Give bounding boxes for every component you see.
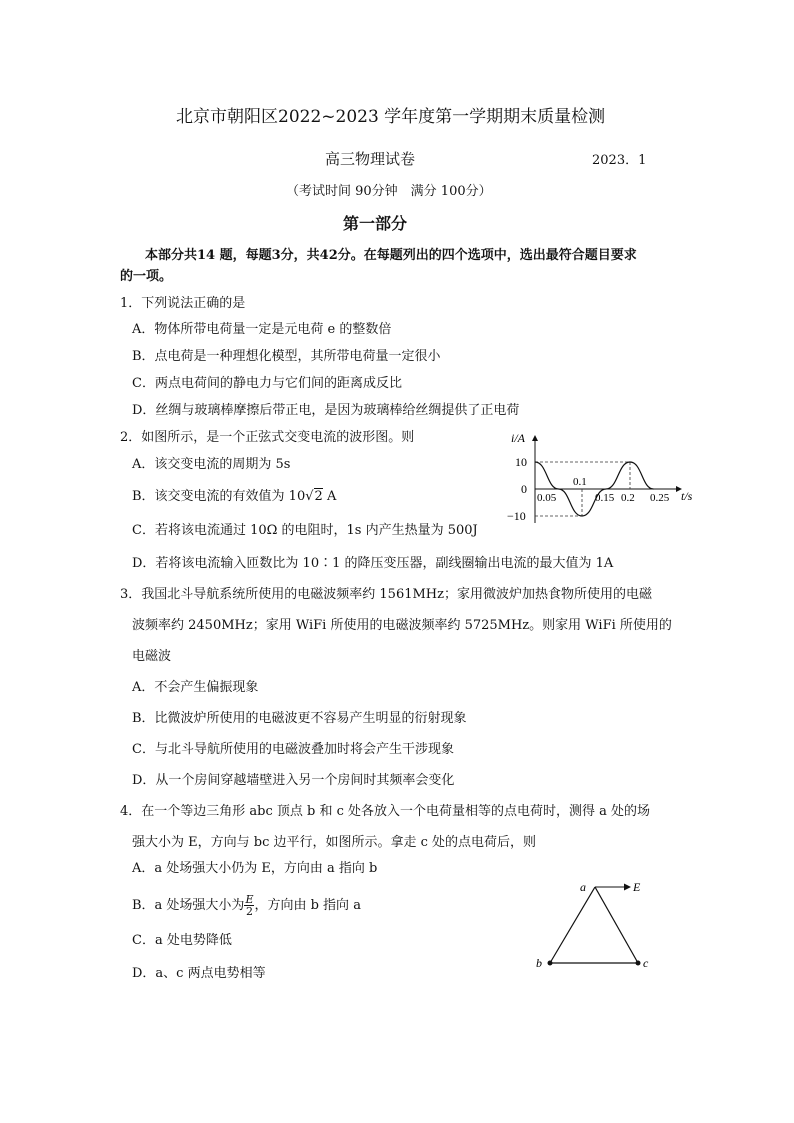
q2-option-b-text: B．该交变电流的有效值为 10 [132,489,306,504]
exam-title: 北京市朝阳区2022~2023 学年度第一学期期末质量检测 [176,107,606,127]
y-axis-label: i/A [511,431,525,445]
sqrt-symbol: √ [305,489,314,504]
vertex-a-label: a [580,880,586,894]
q3-line-3: 电磁波 [132,649,172,664]
q2-option-b-sqrt: 2 [314,489,323,504]
q2-sine-graph [505,428,700,528]
q3-option-a: A．不会产生偏振现象 [132,680,259,695]
x-tick-label: 0.15 [595,492,615,504]
q3-option-d: D．从一个房间穿越墙壁进入另一个房间时其频率会变化 [132,773,455,788]
q3-line-2: 波频率约 2450MHz；家用 WiFi 所使用的电磁波频率约 5725MHz。则家用 WiFi 所使用的 [132,618,672,633]
q4-triangle-figure [530,875,660,975]
q2-option-c: C．若将该电流通过 10Ω 的电阻时，1s 内产生热量为 500J [132,523,478,538]
triangle-side-ac [595,887,638,963]
x-axis-label: t/s [681,489,693,503]
y-label-top: 10 [515,455,527,469]
q3-option-b: B．比微波炉所使用的电磁波更不容易产生明显的衍射现象 [132,711,467,726]
fraction-denominator: 2 [245,905,253,918]
x-tick-label: 0.2 [621,492,635,504]
q2-option-b [132,488,336,506]
y-label-zero: 0 [521,482,527,496]
q1-stem: 1．下列说法正确的是 [120,296,246,311]
x-tick-label: 0.25 [650,492,670,504]
q4-option-d: D．a、c 两点电势相等 [132,966,266,981]
q4-line-2: 强大小为 E，方向与 bc 边平行，如图所示。拿走 c 处的点电荷后，则 [132,835,537,850]
q1-option-c: C．两点电荷间的静电力与它们间的距离成反比 [132,376,402,391]
instructions-line-2: 的一项。 [120,269,173,284]
q2-stem: 2．如图所示，是一个正弦式交变电流的波形图。则 [120,430,415,445]
instructions-line-1: 本部分共14 题，每题3分，共42分。在每题列出的四个选项中，选出最符合题目要求 [145,248,637,263]
q4-option-c: C．a 处电势降低 [132,933,232,948]
exam-date: 2023．1 [592,153,647,168]
q4-option-b-rest: ，方向由 b 指向 a [254,898,361,913]
exam-info: （考试时间 90分钟 满分 100分） [286,184,492,199]
q4-option-a: A．a 处场强大小仍为 E，方向由 a 指向 b [132,861,378,876]
triangle-side-ab [550,887,595,963]
q2-option-b-unit: A [326,489,337,504]
q2-option-a: A．该交变电流的周期为 5s [132,457,291,472]
x-tick-label: 0.05 [537,492,557,504]
q1-option-b: B．点电荷是一种理想化模型，其所带电荷量一定很小 [132,349,441,364]
subject-title: 高三物理试卷 [325,150,416,168]
q3-option-c: C．与北斗导航所使用的电磁波叠加时将会产生干涉现象 [132,742,454,757]
vertex-c-label: c [643,956,649,970]
x-tick-label: 0.1 [573,476,587,488]
q4-line-1: 4．在一个等边三角形 abc 顶点 b 和 c 处各放入一个电荷量相等的点电荷时，测得 a 处的场 [120,804,651,819]
q2-option-d: D．若将该电流输入匝数比为 10∶1 的降压变压器，副线圈输出电流的最大值为 1A [132,556,614,571]
charge-c [636,961,641,966]
q1-option-a: A．物体所带电荷量一定是元电荷 e 的整数倍 [132,322,392,337]
part-heading: 第一部分 [343,214,408,233]
q1-option-d: D．丝绸与玻璃棒摩擦后带正电，是因为玻璃棒给丝绸提供了正电荷 [132,403,520,418]
y-label-bottom: −10 [507,509,526,523]
vertex-b-label: b [536,956,542,970]
q4-option-b-text: B．a 处场强大小为 [132,898,245,913]
fraction-numerator: E [245,893,254,906]
q4-option-b [132,894,361,917]
charge-b [548,961,553,966]
q3-line-1: 3．我国北斗导航系统所使用的电磁波频率约 1561MHz；家用微波炉加热食物所使用的电磁 [120,587,652,602]
q4-option-b-fraction [244,894,254,917]
field-e-label: E [633,880,641,894]
